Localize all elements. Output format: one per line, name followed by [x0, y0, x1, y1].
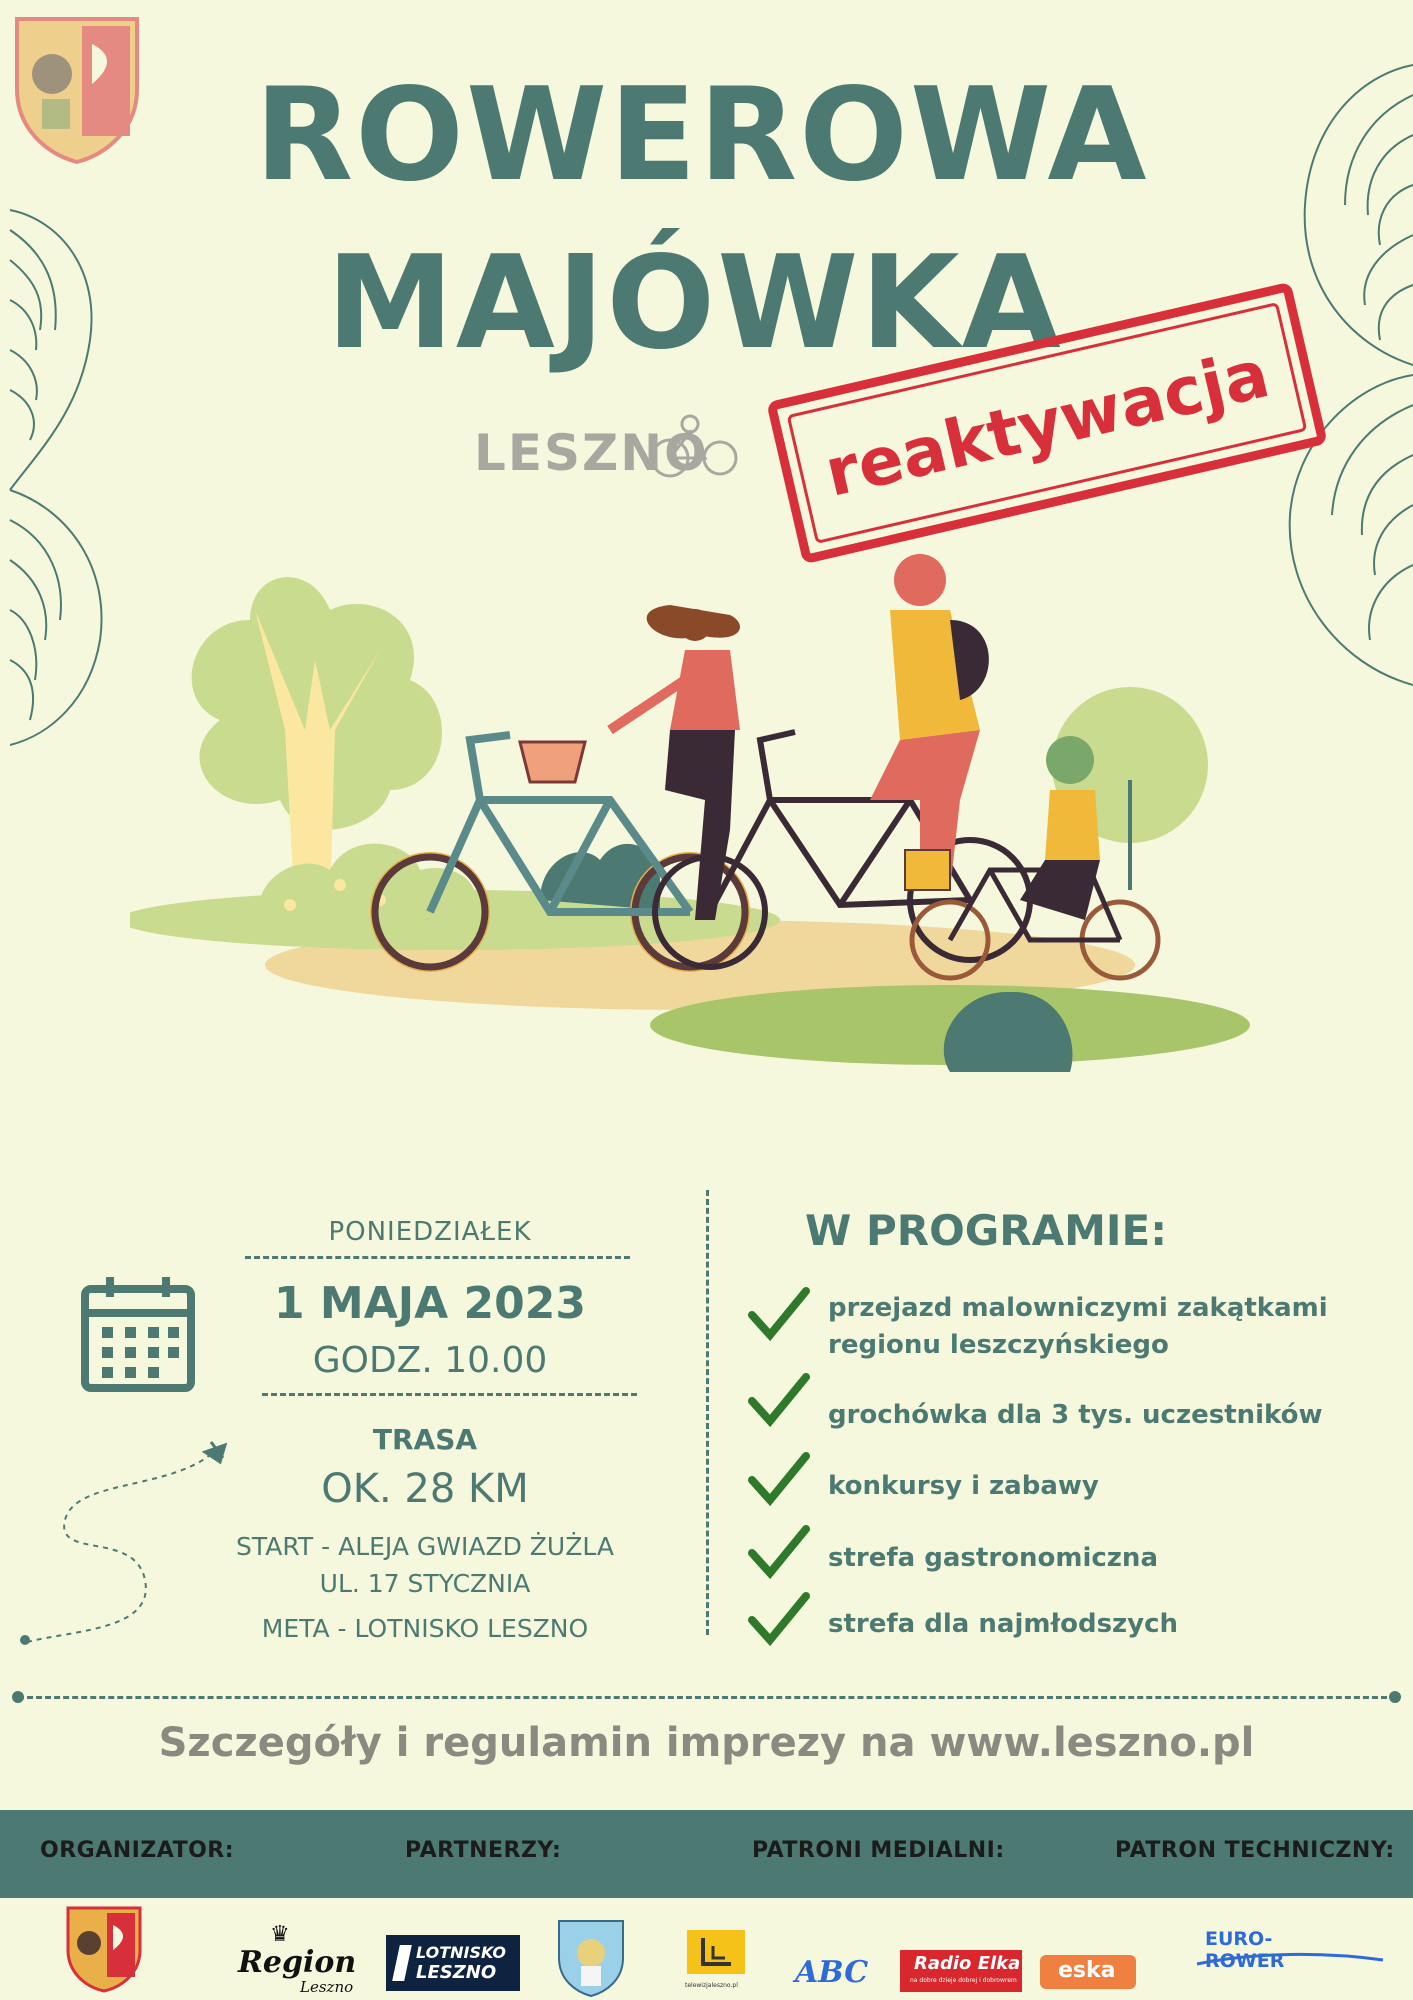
airplane-icon	[205, 1442, 225, 1462]
sponsor-abc: ABC	[795, 1955, 869, 1990]
check-icon	[748, 1287, 810, 1341]
sponsor-radio-elka	[900, 1950, 1022, 1992]
sponsor-eska	[1040, 1955, 1136, 1989]
sponsor-eurorower-text: EURO-ROWER	[1205, 1928, 1285, 1972]
sponsor-radio-text: Radio Elka	[914, 1953, 1021, 1974]
sponsor-region-sub: Leszno	[300, 1978, 354, 1996]
sponsor-tv	[685, 1928, 747, 1990]
leszno-logo-text: LESZNO	[474, 424, 709, 482]
stamp-text: reaktywacja	[818, 334, 1276, 512]
check-icon	[748, 1373, 810, 1427]
footer-label-media: PATRONI MEDIALNI:	[752, 1838, 1005, 1863]
program-heading: W PROGRAMIE:	[805, 1206, 1168, 1255]
tv-logo-icon	[685, 1928, 747, 1978]
route-finish: META - LOTNISKO LESZNO	[261, 1614, 589, 1643]
program-item-4: strefa gastronomiczna	[828, 1543, 1158, 1573]
check-icon	[748, 1592, 810, 1646]
event-date: 1 MAJA 2023	[274, 1278, 586, 1329]
partner-crest-logo	[556, 1918, 626, 1998]
calendar-icon	[80, 1275, 196, 1393]
sponsor-tv-text: telewizjaleszno.pl	[685, 1982, 738, 1989]
event-day: PONIEDZIAŁEK	[328, 1217, 532, 1247]
check-icon	[748, 1452, 810, 1506]
program-item-2: grochówka dla 3 tys. uczestników	[828, 1400, 1323, 1430]
page-title-line1: ROWEROWA	[254, 61, 1149, 210]
check-icon	[748, 1525, 810, 1579]
sponsor-lotnisko-line1: LOTNISKO	[416, 1943, 506, 1962]
divider-dot-left	[12, 1691, 24, 1703]
program-item-1b: regionu leszczyńskiego	[828, 1330, 1169, 1360]
sponsor-region-text: Region	[238, 1945, 357, 1980]
sponsor-region	[238, 1945, 356, 1980]
family-cycling-illustration	[130, 500, 1280, 1100]
crown-icon: ♛	[270, 1922, 290, 1947]
route-distance: OK. 28 KM	[321, 1466, 529, 1512]
program-item-3: konkursy i zabawy	[828, 1471, 1099, 1501]
route-start-line2: UL. 17 STYCZNIA	[319, 1569, 531, 1598]
event-time: GODZ. 10.00	[312, 1340, 548, 1381]
airplane-trail	[15, 1440, 235, 1660]
section-divider-vertical	[706, 1190, 709, 1635]
bicycle-logo-icon	[645, 410, 740, 480]
pin-icon	[20, 1635, 30, 1645]
sponsor-lotnisko	[386, 1935, 520, 1991]
sponsor-radio-sub: na dobre dzieje dobrej i dobrowrem	[910, 1977, 1017, 1984]
lotnisko-mark-icon	[392, 1945, 412, 1981]
footer-label-partners: PARTNERZY:	[405, 1838, 562, 1863]
footer-label-organizer: ORGANIZATOR:	[40, 1838, 235, 1863]
divider-dot-right	[1389, 1691, 1401, 1703]
route-label: TRASA	[372, 1423, 478, 1456]
program-item-1a: przejazd malowniczymi zakątkami	[828, 1293, 1328, 1323]
page-title-line2: MAJÓWKA	[326, 229, 1063, 378]
organizer-logo	[65, 1905, 143, 1993]
details-link[interactable]: Szczegóły i regulamin imprezy na www.leszno.pl	[158, 1720, 1255, 1766]
sponsor-eska-text: eska	[1058, 1958, 1116, 1983]
footer-label-technical: PATRON TECHNICZNY:	[1115, 1838, 1395, 1863]
date-divider-bottom	[262, 1393, 637, 1396]
section-divider-horizontal	[18, 1696, 1396, 1699]
program-item-5: strefa dla najmłodszych	[828, 1609, 1179, 1639]
route-start-line1: START - ALEJA GWIAZD ŻUŻLA	[236, 1532, 614, 1561]
sponsor-lotnisko-line2: LESZNO	[416, 1962, 497, 1983]
date-divider-top	[245, 1256, 630, 1259]
